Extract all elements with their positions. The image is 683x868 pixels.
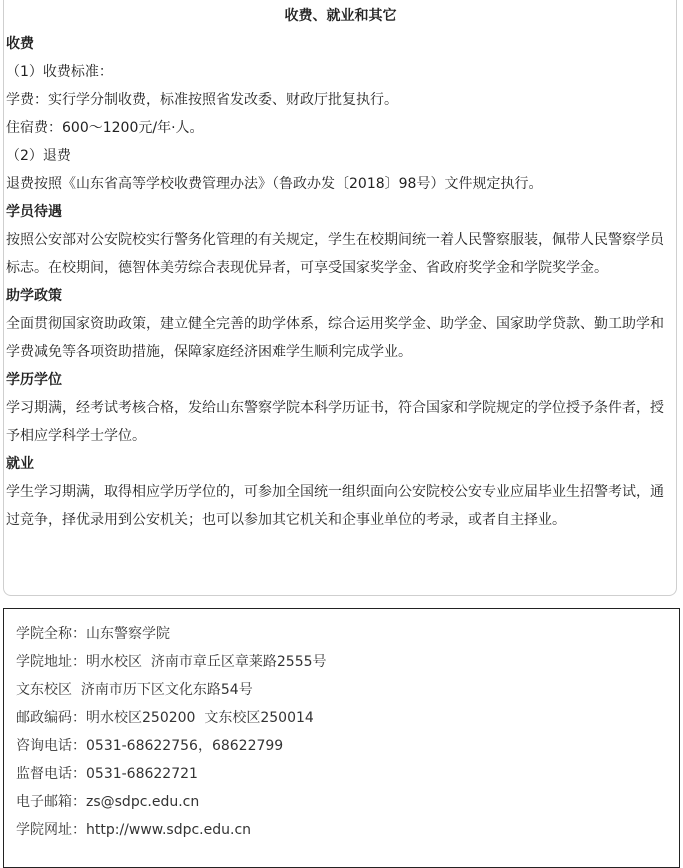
contact-line: 咨询电话：0531-68622756，68622799: [16, 738, 284, 754]
section-heading: 就业: [6, 456, 34, 472]
section-heading: 学历学位: [6, 372, 62, 388]
section-heading: 收费: [6, 36, 34, 52]
section-paragraph: 学生学习期满，取得相应学历学位的，可参加全国统一组织面向公安院校公安专业应届毕业生招警考试，通过竞争，择优录用到公安机关；也可以参加其它机关和企事业单位的考录，或者自主择业。: [6, 484, 664, 528]
sections: [6, 30, 675, 534]
section-paragraph: 学费：实行学分制收费，标准按照省发改委、财政厅批复执行。: [6, 92, 398, 108]
contact-panel: [3, 608, 680, 868]
contact-line: 监督电话：0531-68622721: [16, 766, 198, 782]
policy-panel: [3, 0, 677, 596]
contact-list: [16, 620, 679, 844]
section-paragraph: 按照公安部对公安院校实行警务化管理的有关规定，学生在校期间统一着人民警察服装，佩带人民警察学员标志。在校期间，德智体美劳综合表现优异者，可享受国家奖学金、省政府奖学金和学院奖学金。: [6, 232, 664, 276]
section-paragraph: 学习期满，经考试考核合格，发给山东警察学院本科学历证书，符合国家和学院规定的学位授予条件者，授予相应学科学士学位。: [6, 400, 664, 444]
contact-line: 学院网址：http://www.sdpc.edu.cn: [16, 822, 252, 838]
contact-line: 电子邮箱：zs@sdpc.edu.cn: [16, 794, 200, 810]
section-paragraph: （1）收费标准：: [6, 64, 113, 80]
section-paragraph: 全面贯彻国家资助政策，建立健全完善的助学体系，综合运用奖学金、助学金、国家助学贷款、勤工助学和学费减免等各项资助措施，保障家庭经济困难学生顺利完成学业。: [6, 316, 664, 360]
section-paragraph: 住宿费：600～1200元/年·人。: [6, 120, 204, 136]
section-paragraph: 退费按照《山东省高等学校收费管理办法》（鲁政办发〔2018〕98号）文件规定执行。: [6, 176, 543, 192]
section-paragraph: （2）退费: [6, 148, 71, 164]
contact-line: 文东校区 济南市历下区文化东路54号: [16, 682, 253, 698]
contact-line: 学院地址：明水校区 济南市章丘区章莱路2555号: [16, 654, 327, 670]
section-heading: 学员待遇: [6, 204, 62, 220]
section-heading: 助学政策: [6, 288, 62, 304]
page-title: 收费、就业和其它: [284, 8, 397, 24]
contact-line: 邮政编码：明水校区250200 文东校区250014: [16, 710, 314, 726]
contact-line: 学院全称：山东警察学院: [16, 626, 170, 642]
